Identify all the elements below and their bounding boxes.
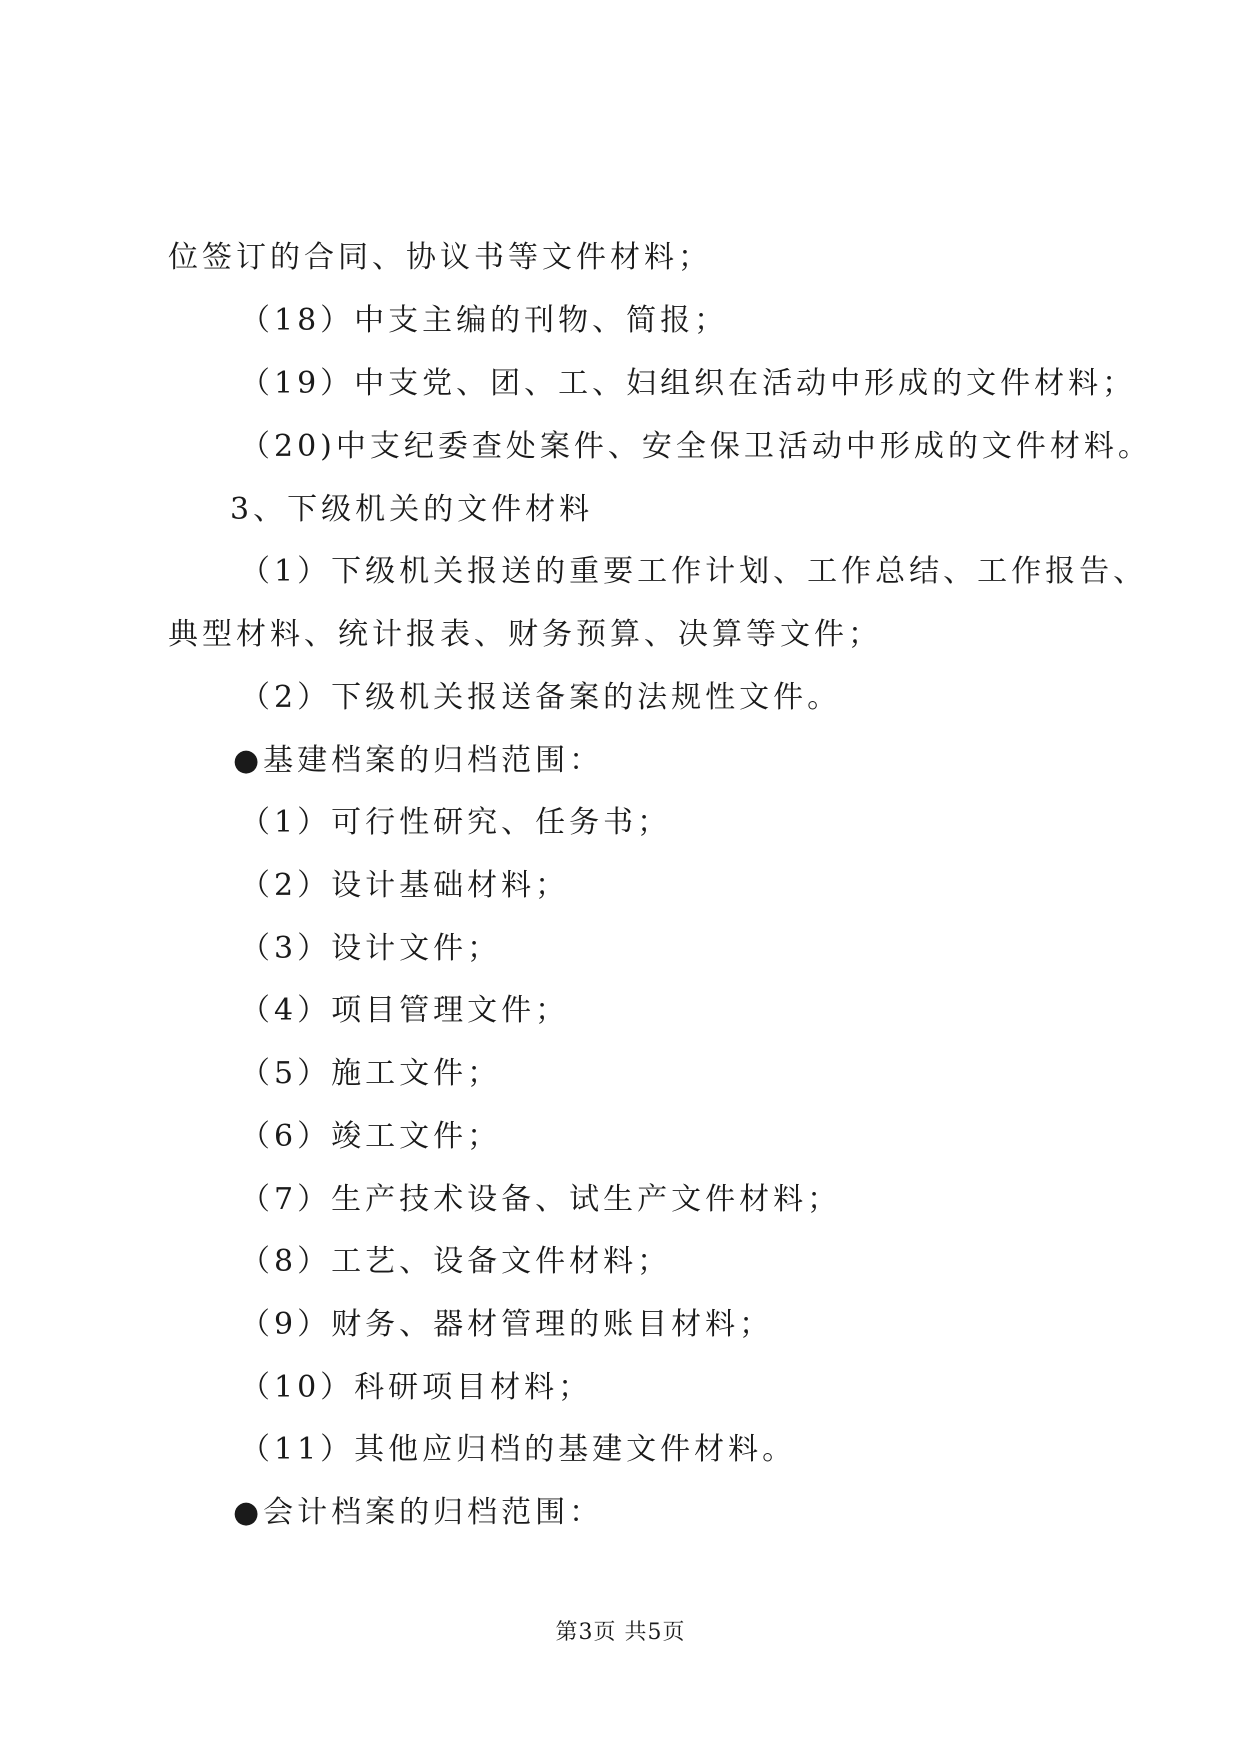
text-line: （1）下级机关报送的重要工作计划、工作总结、工作报告、	[240, 554, 1148, 589]
list-item: （2）设计基础材料；	[240, 868, 570, 903]
list-item: （10）科研项目材料；	[240, 1370, 593, 1405]
text-line: 典型材料、统计报表、财务预算、决算等文件；	[168, 617, 882, 652]
list-item: （9）财务、器材管理的账目材料；	[240, 1307, 774, 1342]
text-line: （19）中支党、团、工、妇组织在活动中形成的文件材料；	[240, 366, 1137, 401]
text-line: （18）中支主编的刊物、简报；	[240, 303, 729, 338]
list-item: （8）工艺、设备文件材料；	[240, 1244, 672, 1279]
list-item: （4）项目管理文件；	[240, 993, 570, 1028]
list-item: （7）生产技术设备、试生产文件材料；	[240, 1182, 842, 1217]
list-item: （3）设计文件；	[240, 931, 502, 966]
list-item: （1）可行性研究、任务书；	[240, 805, 672, 840]
text-line: 位签订的合同、协议书等文件材料；	[168, 240, 712, 275]
section-heading: 3、下级机关的文件材料	[230, 492, 594, 527]
bullet-heading: ●会计档案的归档范围：	[233, 1495, 604, 1530]
list-item: （5）施工文件；	[240, 1056, 502, 1091]
list-item: （6）竣工文件；	[240, 1119, 502, 1154]
text-line: （2）下级机关报送备案的法规性文件。	[240, 680, 842, 715]
page-footer: 第3页 共5页	[555, 1620, 686, 1645]
bullet-heading: ●基建档案的归档范围：	[233, 743, 604, 778]
text-line: （20)中支纪委查处案件、安全保卫活动中形成的文件材料。	[240, 429, 1152, 464]
list-item: （11）其他应归档的基建文件材料。	[240, 1432, 797, 1467]
